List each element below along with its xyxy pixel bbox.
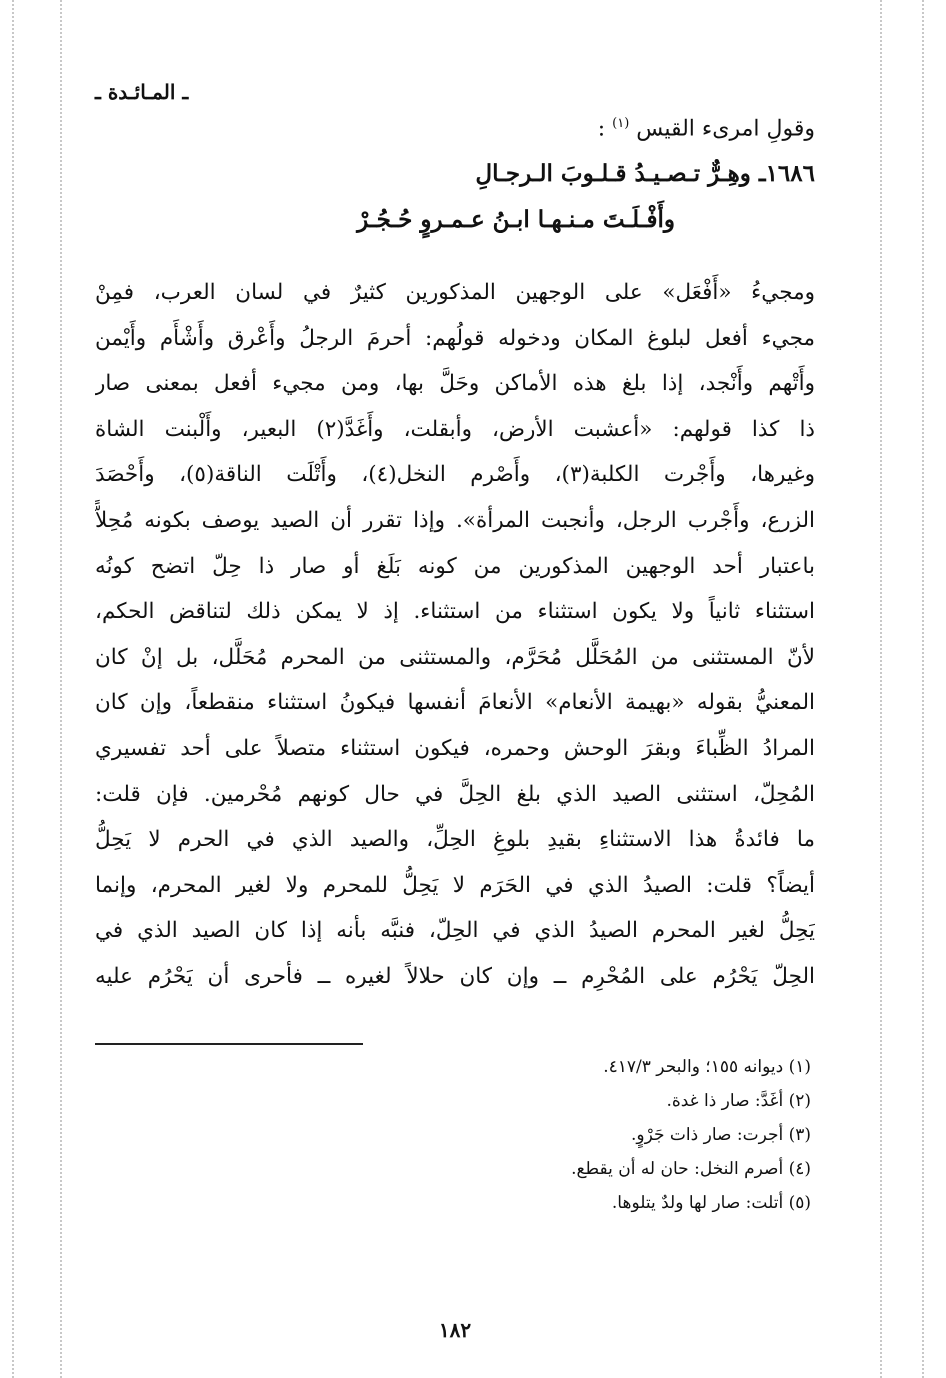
footnotes <box>95 1050 815 1220</box>
running-header <box>95 80 815 104</box>
body-line: لأنّ المستثنى من المُحَلَّل مُحَرَّم، والمستثنى من المحرم مُحَلَّل، بل إنْ كان <box>95 644 815 670</box>
body-line: مجيء أفعل لبلوغ المكان ودخوله قولُهم: أحرمَ الرجلُ وأَعْرق وأَشْأَم وأَيْمن <box>95 325 815 351</box>
body-text <box>95 270 815 1000</box>
footnote: (٣) أجرت: صار ذات جَرْوٍ. <box>631 1125 811 1145</box>
verse-line-2 <box>95 206 815 233</box>
body-line: المرادُ الظِّباءَ وبقرَ الوحش وحمره، فيكون استثناء متصلاً على أحد تفسيري <box>95 735 815 761</box>
footnote: (١) ديوانه ١٥٥؛ والبحر ٤١٧/٣. <box>603 1057 811 1077</box>
verse-line-1 <box>95 160 815 187</box>
verse-hemistich-1: وهِـرٌّ تـصـيـدُ قـلـوبَ الـرجـالِ <box>475 160 751 187</box>
left-dotted-margin <box>12 0 14 1378</box>
right-dotted-margin <box>880 0 882 1378</box>
body-line: باعتبار أحد الوجهين المذكورين من كونه بَلَغ أو صار ذا حِلّ اتضح كونُه <box>95 553 815 579</box>
body-line: أيضاً؟ قلت: الصيدُ الذي في الحَرَم لا يَحِلُّ للمحرم ولا لغير المحرم، وإنما <box>95 872 815 898</box>
verse-hemistich-2: وأَفْـلَـتَ مـنـهـا ابـنُ عـمـروٍ حُـجُـرْ <box>357 206 675 233</box>
page-number: ١٨٢ <box>438 1318 472 1342</box>
body-line: يَحِلُّ لغير المحرم الصيدُ الذي في الحِلّ، فنبَّه بأنه إذا كان الصيد الذي في <box>95 918 815 944</box>
body-line: المعنيُّ بقوله «بهيمة الأنعام» الأنعامَ أنفسها فيكونُ استثناء منقطعاً، وإن كان <box>95 690 815 716</box>
footnote-ref: (١) <box>612 116 630 131</box>
body-line: الزرع، وأَجْرب الرجل، وأنجبت المرأة». وإذا تقرر أن الصيد يوصف بكونه مُحِلاًّ <box>95 507 815 533</box>
footnote: (٢) أغَدَّ: صار ذا غدة. <box>666 1091 811 1111</box>
footnote: (٤) أصرم النخل: حان له أن يقطع. <box>571 1159 811 1179</box>
right-outer-dotted-margin <box>922 0 924 1378</box>
footnote: (٥) أتلت: صار لها ولدٌ يتلوها. <box>611 1193 811 1213</box>
left-inner-dotted-margin <box>60 0 62 1378</box>
intro-colon: : <box>597 116 606 142</box>
body-line: ومجيءُ «أَفْعَل» على الوجهين المذكورين كثيرٌ في لسان العرب، فمِنْ <box>95 280 815 305</box>
body-line: ما فائدةُ هذا الاستثناءِ بقيدِ بلوغِ الحِلِّ، والصيد الذي في الحرم لا يَحِلُّ <box>95 827 815 853</box>
intro-text: وقولِ امرىء القيس <box>636 116 815 142</box>
chapter-title: ـ المـائـدة ـ <box>95 80 189 104</box>
footnote-divider <box>95 1043 363 1045</box>
body-line: الحِلّ يَحْرُم على المُحْرِم ــ وإن كان حلالاً لغيره ــ فأحرى أن يَحْرُم عليه <box>95 963 815 989</box>
body-line: وغيرها، وأَجْرت الكلبة(٣)، وأَصْرم النخل(٤)، وأَتْلَت الناقة(٥)، وأَحْصَدَ <box>95 462 815 488</box>
verse-intro <box>215 116 815 141</box>
body-line: ذا كذا قولهم: «أعشبت الأرض، وأبقلت، وأَغَدَّ(٢) البعير، وأَلْبنت الشاة <box>95 416 815 442</box>
verse-number: ١٦٨٦ـ <box>758 160 815 187</box>
body-line: استثناء ثانياً ولا يكون استثناء من استثناء. إذ لا يمكن ذلك لتناقض الحكم، <box>95 599 815 625</box>
body-line: وأَتْهم وأَنْجد، إذا بلغ هذه الأماكن وحَلَّ بها، ومن مجيء أفعل بمعنى صار <box>95 371 815 397</box>
body-line: المُحِلّ، استثنى الصيد الذي بلغ الحِلَّ في حال كونهم مُحْرمين. فإن قلت: <box>95 781 815 807</box>
